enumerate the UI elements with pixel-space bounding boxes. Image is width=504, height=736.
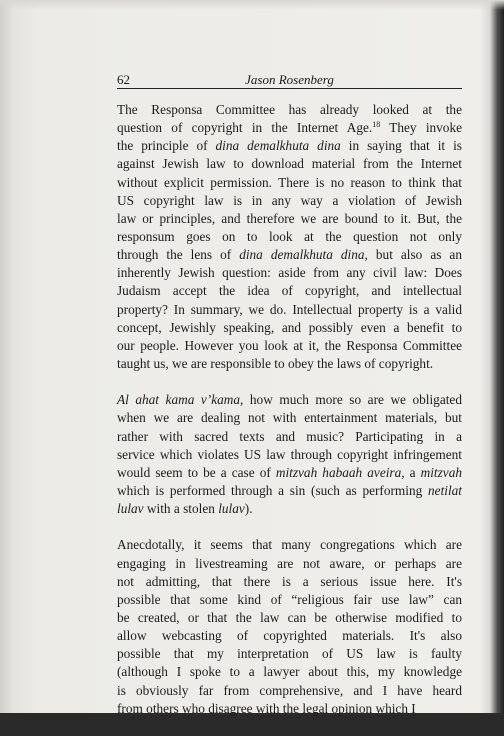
text-run: , how much more so are we obligated [240,392,462,408]
text-line [117,428,462,446]
text-run: property? In summary, we do. Intellectual property is a valid [117,301,462,317]
text-run: without explicit permission. There is no reason to think that [117,174,462,190]
text-run: is obviously far from comprehensive, and I have heard [117,682,462,698]
page-number: 62 [117,72,130,87]
text-run: in saying that it is [340,138,462,154]
text-line [117,337,462,355]
italic-term: lulav [117,501,144,517]
text-line [117,301,462,319]
italic-term: dina demalkhuta dina [215,138,341,154]
text-run: would seem to be a case of [117,464,276,480]
text-run: responsum goes on to look at the question not only [117,228,462,244]
text-line [117,355,462,373]
text-run: from others who disagree with the legal opinion which I [117,700,416,716]
text-run: not admitting, that there is a serious issue here. It's [117,573,462,589]
text-line [117,645,462,663]
text-line [117,264,462,282]
page-shadow [0,0,504,10]
text-line [117,536,462,554]
text-run: through the lens of [117,247,240,263]
text-run: allow webcasting of copyrighted materials. It's also [117,628,462,644]
paragraph [117,101,462,373]
text-run: Judaism accept the idea of copyright, and intellectual [117,283,462,299]
text-run: US copyright law is in any way a violation of Jewish [117,192,462,208]
text-line [117,573,462,591]
text-line [117,319,462,337]
text-run: taught us, we are responsible to obey the laws of copyright. [117,355,434,371]
text-line [117,174,462,192]
text-line [117,228,462,246]
text-line [117,282,462,300]
text-line [117,101,462,119]
body-text [117,101,462,736]
text-run: inherently Jewish question: aside from any civil law: Does [117,265,462,281]
italic-term: netilat [428,482,462,498]
text-line [117,137,462,155]
text-run: rather with sacred texts and music? Participating in a [117,428,462,444]
text-line [117,482,462,500]
text-line [117,391,462,409]
text-line [117,210,462,228]
text-line [117,700,462,718]
text-run: question of copyright in the Internet Age. [117,120,373,136]
italic-term: lulav [218,501,245,517]
italic-term: mitzvah [420,464,462,480]
footnote-ref: 18 [372,120,381,130]
running-head: Jason Rosenberg [245,72,334,87]
text-run: concept, Jewishly speaking, and possibly even a benefit to [117,319,462,335]
text-run: with a stolen [143,501,219,517]
text-run: ). [244,501,253,517]
text-line [117,119,462,137]
text-run: possible that my interpretation of US law is faulty [117,646,462,662]
text-line [117,609,462,627]
italic-term: mitzvah habaah aveira, [275,464,405,480]
text-run: The Responsa Committee has already looked at the [117,102,462,117]
page-header [117,70,462,89]
text-line [117,446,462,464]
text-line [117,155,462,173]
text-line [117,192,462,210]
text-line [117,682,462,700]
text-run: when we are dealing not with entertainment materials, but [117,410,462,426]
text-run: possible that some kind of “religious fair use law” can [117,591,462,607]
text-run: , but also as an [364,247,462,263]
text-line [117,500,462,518]
text-run: which is performed through a sin (such as performing [117,482,429,498]
paragraph [117,391,462,518]
text-run: be created, or that the law can be otherwise modified to [117,609,462,625]
text-line [117,409,462,427]
text-run: the principle of [117,138,216,154]
text-run: service which violates US law through copyright infringement [117,446,462,462]
text-line [117,627,462,645]
text-run: engaging in livestreaming are not aware, or perhaps are [117,555,462,571]
paragraph [117,536,462,717]
text-line [117,555,462,573]
text-run: law or principles, and therefore we are bound to it. But, the [117,210,462,226]
text-run: against Jewish law to download material from the Internet [117,156,462,172]
text-line [117,246,462,264]
text-line [117,663,462,681]
text-line [117,591,462,609]
text-run: Anecdotally, it seems that many congregations which are [117,537,462,553]
text-run: (although I spoke to a lawyer about this, my knowledge [117,664,462,680]
italic-term: dina demalkhuta dina [239,247,365,263]
text-run: They invoke [380,120,463,136]
text-run: our people. However you look at it, the Responsa Committee [117,337,462,353]
text-run: a [404,464,421,480]
italic-term: Al ahat kama v’kama [117,392,241,408]
text-line [117,464,462,482]
